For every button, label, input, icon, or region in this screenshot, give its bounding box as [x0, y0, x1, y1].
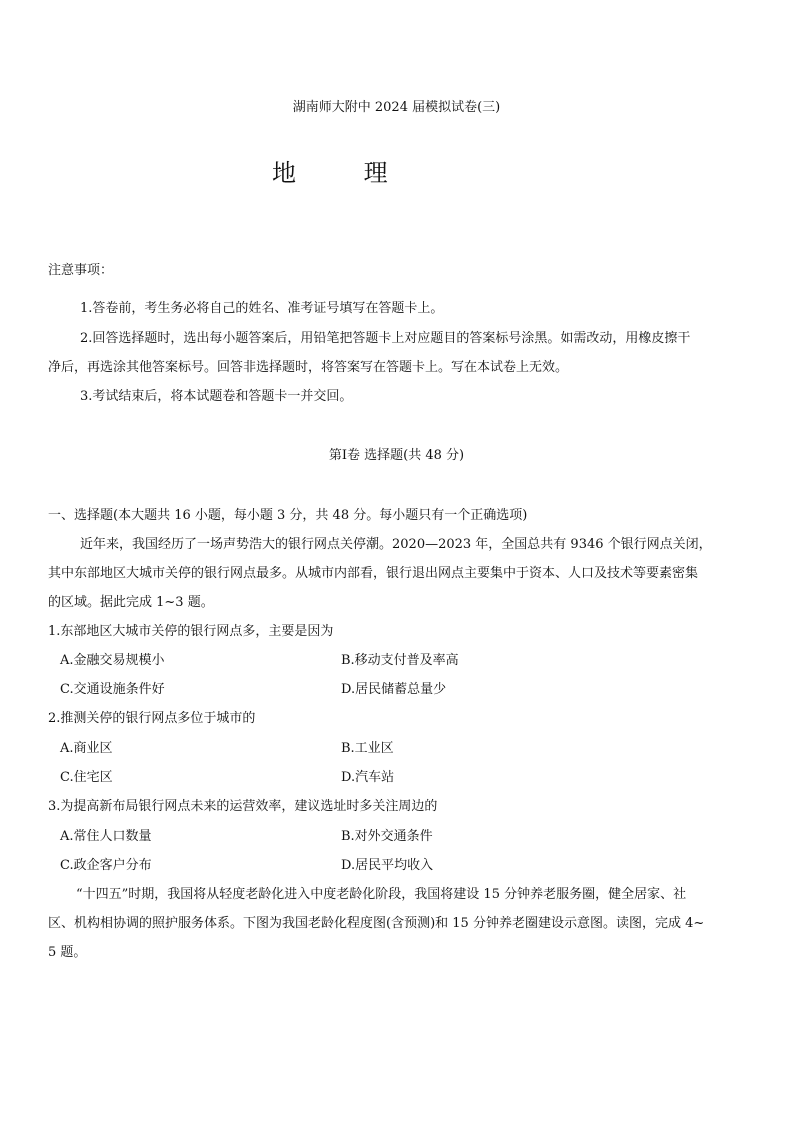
option-c: C.住宅区	[60, 770, 113, 785]
notice-heading: 注意事项：	[48, 263, 114, 278]
question-stem: 2.推测关停的银行网点多位于城市的	[48, 711, 256, 726]
passage-line: 区、机构相协调的照护服务体系。下图为我国老龄化程度图(含预测)和 15 分钟养老圈建设示意图。读图，完成 4~	[48, 916, 705, 931]
option-a: A.商业区	[60, 741, 113, 756]
option-b: B.对外交通条件	[341, 829, 433, 844]
section-title: 第Ⅰ卷 选择题(共 48 分)	[328, 448, 465, 463]
passage-line: 的区域。据此完成 1~3 题。	[48, 595, 214, 610]
option-b: B.工业区	[341, 741, 394, 756]
option-c: C.交通设施条件好	[60, 682, 165, 697]
subject-title: 地 理	[272, 159, 418, 187]
notice-item-continued: 净后，再选涂其他答案标号。回答非选择题时，将答案写在答题卡上。写在本试卷上无效。	[48, 360, 569, 375]
question-stem: 1.东部地区大城市关停的银行网点多，主要是因为	[48, 624, 334, 639]
notice-item: 3.考试结束后，将本试题卷和答题卡一并交回。	[80, 389, 353, 404]
passage-line: 5 题。	[48, 945, 87, 960]
passage-line: “十四五”时期，我国将从轻度老龄化进入中度老龄化阶段，我国将建设 15 分钟养老服务圈，健全居家、社	[76, 887, 687, 902]
part-heading: 一、选择题(本大题共 16 小题，每小题 3 分，共 48 分。每小题只有一个正确选项)	[48, 508, 528, 523]
option-a: A.常住人口数量	[60, 829, 152, 844]
notice-item: 1.答卷前，考生务必将自己的姓名、准考证号填写在答题卡上。	[80, 301, 444, 316]
option-c: C.政企客户分布	[60, 858, 152, 873]
passage-line: 其中东部地区大城市关停的银行网点最多。从城市内部看，银行退出网点主要集中于资本、人口及技术等要素密集	[48, 566, 699, 581]
exam-title: 湖南师大附中 2024 届模拟试卷(三)	[292, 100, 501, 115]
notice-item: 2.回答选择题时，选出每小题答案后，用铅笔把答题卡上对应题目的答案标号涂黑。如需改动，用橡皮擦干	[80, 331, 691, 346]
option-b: B.移动支付普及率高	[341, 653, 459, 668]
option-d: D.居民储蓄总量少	[341, 682, 447, 697]
option-d: D.汽车站	[341, 770, 395, 785]
passage-line: 近年来，我国经历了一场声势浩大的银行网点关停潮。2020—2023 年，全国总共有 9346 个银行网点关闭，	[80, 537, 712, 552]
option-a: A.金融交易规模小	[60, 653, 165, 668]
option-d: D.居民平均收入	[341, 858, 434, 873]
question-stem: 3.为提高新布局银行网点未来的运营效率，建议选址时多关注周边的	[48, 799, 438, 814]
